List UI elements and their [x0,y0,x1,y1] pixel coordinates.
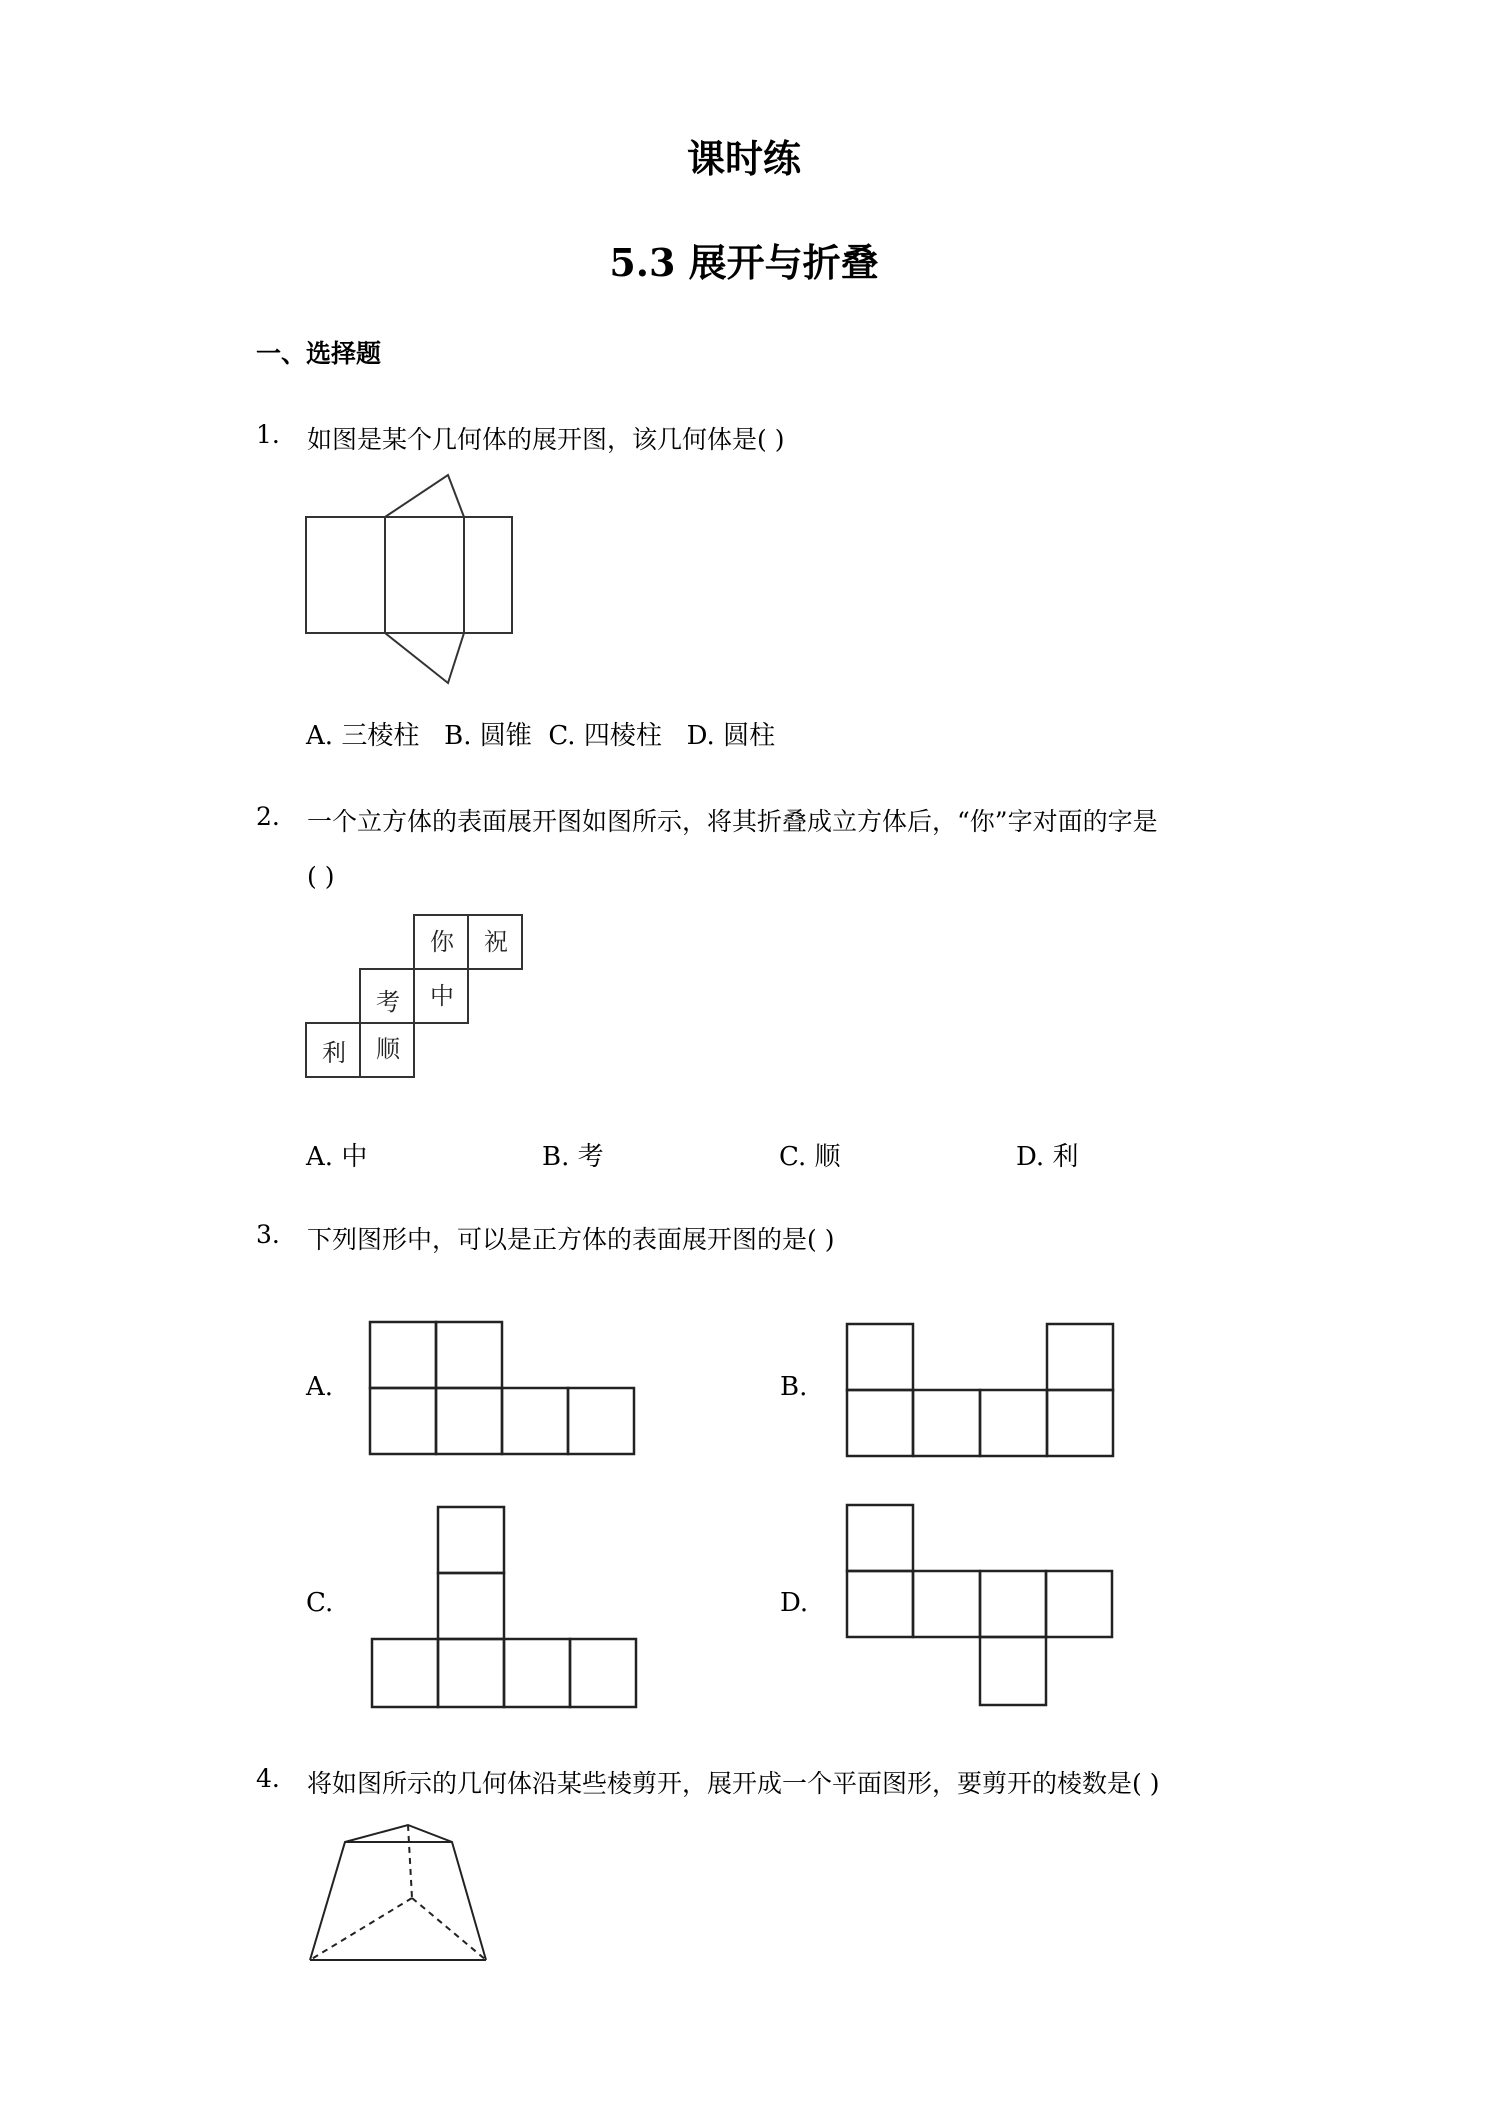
page-title: 课时练 [686,136,801,181]
option-a[interactable]: A. 三棱柱 [306,721,420,751]
question-4-number: 4. [256,1764,280,1793]
question-2-option-b[interactable]: B. 考 [542,1142,604,1172]
net-char-shun: 顺 [376,1035,400,1063]
question-2-text: 一个立方体的表面展开图如图所示，将其折叠成立方体后，“你”字对面的字是 [307,807,1158,836]
question-1-number: 1. [256,420,280,449]
question-3-option-a-figure[interactable] [368,1320,638,1456]
question-1-text: 如图是某个几何体的展开图，该几何体是( ) [307,425,785,454]
question-3-text: 下列图形中，可以是正方体的表面展开图的是( ) [307,1225,835,1254]
net-char-ni: 你 [430,928,454,956]
question-1-net-figure [300,465,520,690]
question-3-option-d-figure[interactable] [845,1503,1117,1709]
question-4-text: 将如图所示的几何体沿某些棱剪开，展开成一个平面图形，要剪开的棱数是( ) [307,1769,1160,1798]
question-2-cube-net-figure [300,905,530,1085]
question-2-option-d[interactable]: D. 利 [1016,1142,1079,1172]
question-3-option-b-figure[interactable] [845,1322,1117,1458]
option-c[interactable]: C. 四棱柱 [548,721,662,751]
question-2-number: 2. [256,802,280,831]
option-d[interactable]: D. 圆柱 [686,721,776,751]
question-4-frustum-figure [300,1810,500,1970]
section-heading: 一、选择题 [256,339,382,368]
net-char-zhu: 祝 [484,928,508,956]
question-2-text-cont: ( ) [307,862,335,891]
question-3-option-c-label[interactable]: C. [306,1588,334,1618]
question-1-options [306,715,775,752]
question-3-option-b-label[interactable]: B. [780,1372,808,1402]
lesson-title: 5.3 展开与折叠 [609,240,879,285]
option-b[interactable]: B. 圆锥 [444,721,532,751]
question-3-option-a-label[interactable]: A. [306,1372,334,1402]
question-2-option-a[interactable]: A. 中 [306,1142,368,1172]
question-3-number: 3. [256,1220,280,1249]
question-2-option-c[interactable]: C. 顺 [779,1142,841,1172]
net-char-zhong: 中 [430,982,454,1010]
question-3-option-c-figure[interactable] [370,1505,642,1711]
net-char-kao: 考 [376,988,400,1016]
question-3-option-d-label[interactable]: D. [780,1588,809,1618]
net-char-li: 利 [322,1039,346,1067]
